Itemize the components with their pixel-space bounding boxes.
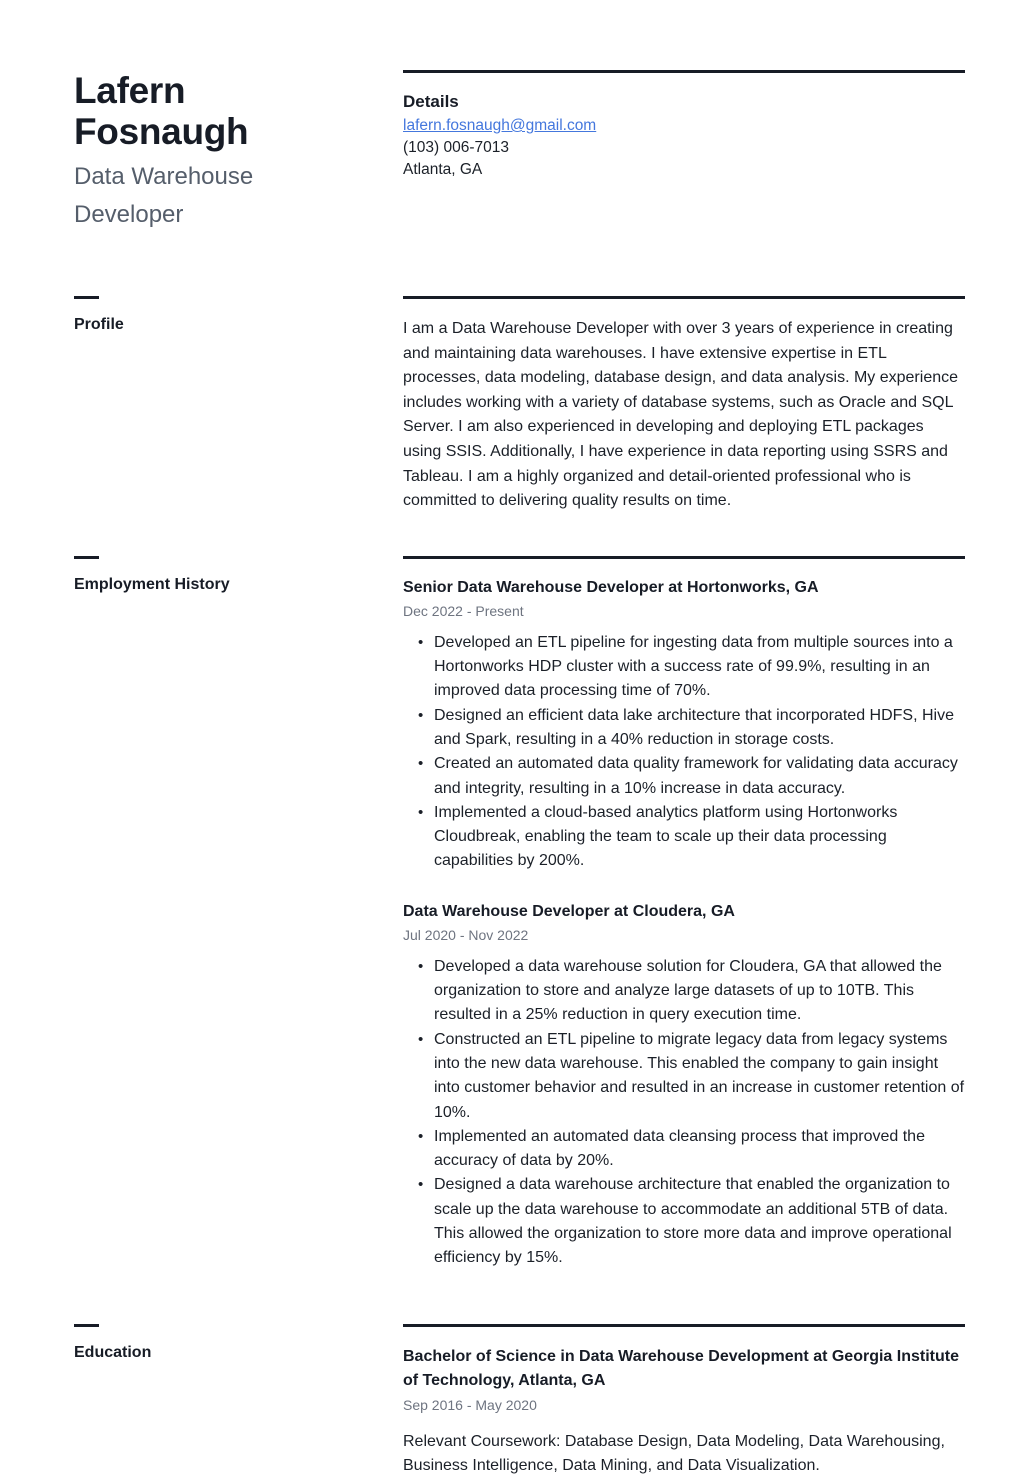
section-dash-profile — [74, 296, 99, 299]
education-sidebar — [74, 1324, 403, 1363]
employment-section — [74, 514, 965, 1271]
employment-bullet-list — [403, 955, 965, 1271]
section-divider-employment — [403, 556, 965, 559]
header-section — [74, 60, 965, 234]
profile-sidebar — [74, 296, 403, 335]
employment-bullet-list — [403, 631, 965, 874]
list-item: • Implemented a cloud-based analytics platform using Hortonworks Cloudbreak, enabling the team to scale up their data processing capabilities by 200%. — [434, 801, 965, 874]
profile-section — [74, 234, 965, 514]
employment-entry-title: Senior Data Warehouse Developer at Hortonworks, GA — [403, 578, 819, 596]
education-entry-description: Relevant Coursework: Database Design, Data Modeling, Data Warehousing, Business Intelligence, Data Mining, and Data Visualization. — [403, 1432, 945, 1474]
profile-body — [403, 296, 965, 514]
section-dash-employment — [74, 556, 99, 559]
job-title-subtitle: Data Warehouse Developer — [74, 163, 254, 228]
details-heading: Details — [403, 92, 459, 111]
list-item: • Designed a data warehouse architecture that enabled the organization to scale up the data warehouse to accommodate an additional 5TB of data. This allowed the organization to store more data and improve operational efficiency by 15%. — [434, 1173, 965, 1270]
list-item: • Implemented an automated data cleansing process that improved the accuracy of data by 20%. — [434, 1125, 965, 1174]
employment-entry-dates: Dec 2022 - Present — [403, 602, 524, 619]
employment-body — [403, 556, 965, 1271]
list-item: • Constructed an ETL pipeline to migrate legacy data from legacy systems into the new data warehouse. This enabled the company to gain insight into customer behavior and resulted in an increase in customer retention of 10%. — [434, 1028, 965, 1125]
education-entry-dates: Sep 2016 - May 2020 — [403, 1396, 537, 1413]
details-block — [403, 70, 965, 181]
profile-text: I am a Data Warehouse Developer with over 3 years of experience in creating and maintaining data warehouses. I have extensive expertise in ETL processes, data modeling, database design, and data analysis. My experience includes working with a variety of database systems, such as Oracle and SQL Server. I am also experienced in developing and deploying ETL packages using SSIS. Additionally, I have experience in data reporting using SSRS and Tableau. I am a highly organized and detail-oriented professional who is committed to delivering quality results on time. — [403, 320, 959, 510]
details-location: Atlanta, GA — [403, 161, 483, 178]
education-entry-title: Bachelor of Science in Data Warehouse Development at Georgia Institute of Technology, Atlanta, GA — [403, 1347, 959, 1389]
employment-entry — [403, 577, 965, 874]
sidebar-label-employment: Employment History — [74, 575, 230, 593]
page-title: Lafern Fosnaugh — [74, 70, 249, 152]
sidebar-label-profile: Profile — [74, 316, 124, 333]
details-email-row — [403, 115, 965, 137]
section-divider-education — [403, 1324, 965, 1327]
section-divider-profile — [403, 296, 965, 299]
list-item: • Created an automated data quality framework for validating data accuracy and integrity, resulting in a 10% increase in data accuracy. — [434, 752, 965, 801]
employment-entry — [403, 901, 965, 1271]
details-phone: (103) 006-7013 — [403, 139, 509, 156]
education-entry — [403, 1345, 965, 1478]
email-link[interactable]: lafern.fosnaugh@gmail.com — [403, 117, 597, 134]
employment-entry-dates: Jul 2020 - Nov 2022 — [403, 926, 529, 943]
employment-entry-title: Data Warehouse Developer at Cloudera, GA — [403, 902, 735, 920]
list-item: • Developed an ETL pipeline for ingesting data from multiple sources into a Hortonworks HDP cluster with a success rate of 99.9%, resulting in an improved data processing time of 70%. — [434, 631, 965, 704]
section-divider-details — [403, 70, 965, 73]
list-item: • Designed an efficient data lake architecture that incorporated HDFS, Hive and Spark, resulting in a 40% reduction in storage costs. — [434, 704, 965, 753]
section-dash-education — [74, 1324, 99, 1327]
education-body — [403, 1324, 965, 1478]
list-item: • Developed a data warehouse solution for Cloudera, GA that allowed the organization to store and analyze large datasets of up to 10TB. This resulted in a 25% reduction in query execution time. — [434, 955, 965, 1028]
sidebar-label-education: Education — [74, 1343, 152, 1361]
employment-sidebar — [74, 556, 403, 595]
header-identity — [74, 70, 403, 234]
